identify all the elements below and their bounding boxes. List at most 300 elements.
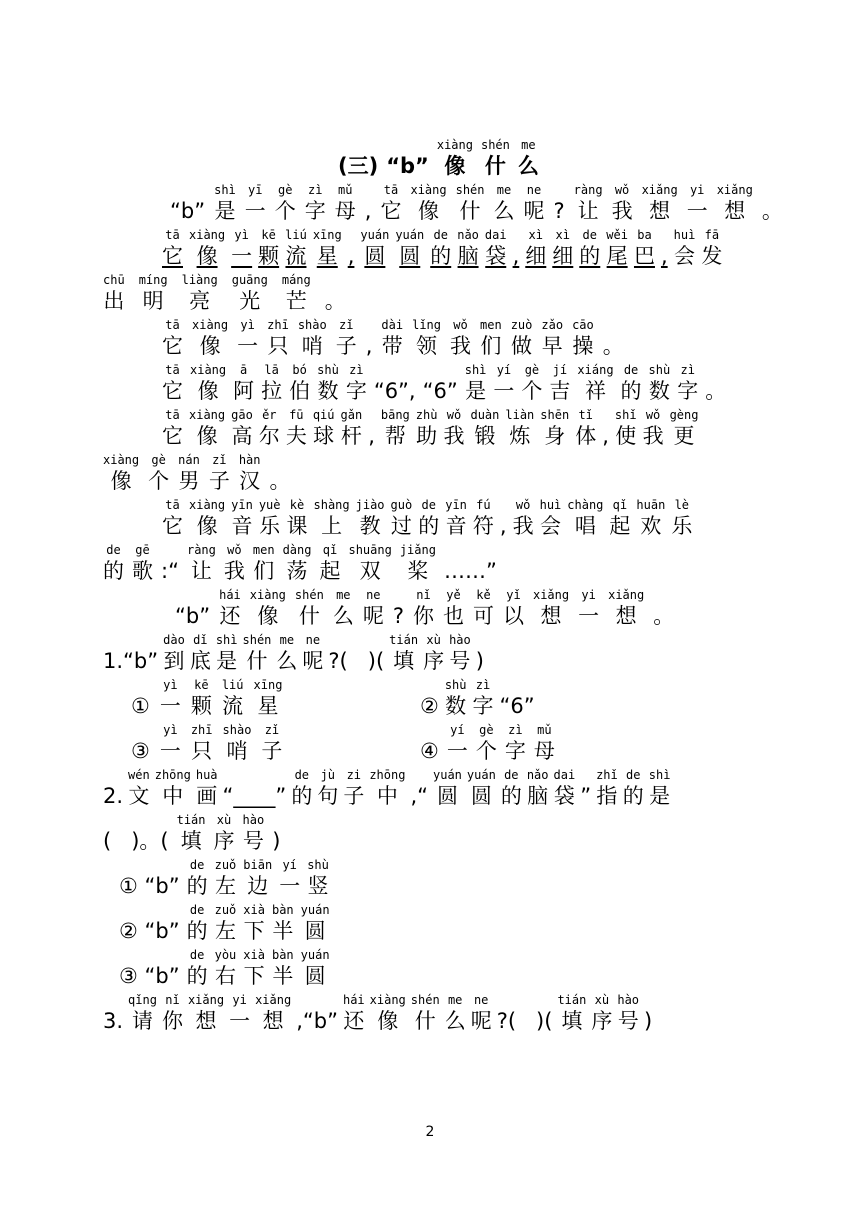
hanzi: ( )。( bbox=[103, 829, 169, 853]
hanzi: 亮 bbox=[189, 289, 211, 313]
hanzi: 荡 bbox=[286, 559, 308, 583]
char-unit bbox=[423, 363, 458, 405]
pinyin: ne bbox=[526, 183, 542, 197]
hanzi: 边 bbox=[247, 874, 269, 898]
hanzi: 是 bbox=[214, 199, 236, 223]
pinyin: fā bbox=[704, 228, 720, 242]
pinyin: zì bbox=[475, 678, 491, 692]
paragraph-2-line-1 bbox=[162, 228, 722, 270]
pinyin: bó bbox=[292, 363, 307, 377]
char-unit bbox=[374, 363, 416, 405]
pinyin: wǒ bbox=[227, 543, 242, 557]
char-unit bbox=[447, 723, 468, 765]
char-unit bbox=[500, 498, 507, 540]
pinyin: guò bbox=[390, 498, 413, 512]
pinyin: shào bbox=[222, 723, 252, 737]
pinyin: wǒ bbox=[645, 408, 661, 422]
pinyin: xiàng bbox=[189, 498, 226, 512]
hanzi: 出 bbox=[103, 289, 125, 313]
paragraph-4 bbox=[162, 363, 726, 405]
pinyin: dàng bbox=[282, 543, 312, 557]
pinyin: xiàng bbox=[189, 408, 226, 422]
char-unit bbox=[540, 498, 562, 540]
pinyin: mǔ bbox=[338, 183, 353, 197]
pinyin: wǒ bbox=[614, 183, 630, 197]
char-unit bbox=[412, 318, 441, 360]
char-unit bbox=[148, 453, 169, 495]
char-unit bbox=[298, 318, 327, 360]
hanzi: ④ bbox=[420, 739, 439, 763]
pinyin: de bbox=[504, 768, 519, 782]
hanzi: 左 bbox=[214, 874, 236, 898]
char-unit bbox=[457, 228, 479, 270]
hanzi: 像 bbox=[444, 154, 466, 178]
pinyin: jiǎng bbox=[399, 543, 436, 557]
hanzi: 想 bbox=[724, 199, 746, 223]
pinyin: de bbox=[582, 228, 597, 242]
pinyin: shù bbox=[444, 678, 467, 692]
pinyin: xià bbox=[243, 948, 265, 962]
pinyin: de bbox=[189, 858, 205, 872]
hanzi: 汉 bbox=[239, 469, 261, 493]
pinyin: xiǎng bbox=[187, 993, 225, 1007]
pinyin: xiàng bbox=[369, 993, 406, 1007]
char-unit bbox=[356, 498, 385, 540]
pinyin: men bbox=[252, 543, 275, 557]
pinyin: tā bbox=[165, 228, 180, 242]
pinyin: dai bbox=[553, 768, 576, 782]
hanzi: 请 bbox=[132, 1009, 153, 1033]
char-unit bbox=[178, 453, 200, 495]
hanzi: “b” bbox=[175, 604, 211, 628]
hanzi: 数 bbox=[445, 694, 467, 718]
pinyin: lè bbox=[674, 498, 690, 512]
char-unit bbox=[296, 993, 338, 1035]
char-unit bbox=[232, 273, 268, 315]
pinyin: yòu bbox=[214, 948, 237, 962]
hanzi: 锻 bbox=[474, 424, 496, 448]
hanzi: 竖 bbox=[307, 874, 329, 898]
hanzi: 更 bbox=[673, 424, 695, 448]
char-unit bbox=[591, 993, 612, 1035]
char-unit bbox=[196, 768, 218, 810]
pinyin: wén bbox=[128, 768, 150, 782]
hanzi: 的 bbox=[186, 874, 208, 898]
pinyin: lǐng bbox=[412, 318, 441, 332]
question-1-option-2 bbox=[420, 678, 535, 720]
hanzi: (三) bbox=[338, 154, 379, 178]
char-unit bbox=[518, 138, 539, 180]
char-unit bbox=[369, 768, 405, 810]
char-unit bbox=[307, 858, 329, 900]
hanzi: 上 bbox=[321, 514, 343, 538]
pinyin: nǐ bbox=[165, 993, 180, 1007]
pinyin: xiǎng bbox=[716, 183, 753, 197]
hanzi: 我 bbox=[450, 334, 471, 358]
paragraph-6-line-1 bbox=[162, 498, 692, 540]
char-unit bbox=[636, 498, 665, 540]
char-unit bbox=[554, 183, 565, 225]
pinyin: xīng bbox=[253, 678, 283, 692]
char-unit bbox=[177, 813, 206, 855]
pinyin: kè bbox=[289, 498, 305, 512]
hanzi: ,“ bbox=[410, 784, 428, 808]
pinyin: yuán bbox=[300, 948, 330, 962]
char-unit bbox=[128, 993, 157, 1035]
pinyin: xiàng bbox=[436, 138, 473, 152]
pinyin: de bbox=[189, 903, 205, 917]
hanzi: 的 bbox=[186, 919, 208, 943]
hanzi: 半 bbox=[272, 919, 294, 943]
hanzi: “6” bbox=[422, 379, 458, 403]
hanzi: 帮 bbox=[384, 424, 406, 448]
char-unit bbox=[677, 363, 698, 405]
hanzi: 像 bbox=[418, 199, 440, 223]
pinyin: xiàng bbox=[190, 363, 227, 377]
char-unit bbox=[162, 228, 183, 270]
pinyin: men bbox=[480, 318, 502, 332]
pinyin: tián bbox=[557, 993, 587, 1007]
pinyin: gāo bbox=[231, 408, 253, 422]
hanzi: 起 bbox=[319, 559, 341, 583]
char-unit bbox=[567, 498, 603, 540]
hanzi: 母 bbox=[533, 739, 555, 763]
char-unit bbox=[258, 228, 279, 270]
char-unit bbox=[313, 408, 335, 450]
char-unit bbox=[443, 408, 464, 450]
pinyin: nán bbox=[178, 453, 200, 467]
char-unit bbox=[243, 858, 272, 900]
char-unit bbox=[485, 228, 507, 270]
hanzi: 阿 bbox=[233, 379, 255, 403]
hanzi: “6”, bbox=[373, 379, 416, 403]
char-unit bbox=[103, 813, 169, 855]
hanzi: 的 bbox=[291, 784, 313, 808]
char-unit bbox=[189, 498, 225, 540]
pinyin: de bbox=[433, 228, 448, 242]
pinyin: xiǎng bbox=[255, 993, 292, 1007]
char-unit bbox=[222, 678, 244, 720]
hanzi: “b” bbox=[386, 154, 429, 178]
pinyin: yīn bbox=[231, 498, 253, 512]
char-unit bbox=[302, 633, 323, 675]
char-unit bbox=[182, 273, 218, 315]
hanzi: 圆 bbox=[364, 244, 386, 268]
char-unit bbox=[162, 318, 183, 360]
pinyin: zuò bbox=[510, 318, 533, 332]
pinyin: shén bbox=[455, 183, 485, 197]
pinyin: wǒ bbox=[446, 408, 462, 422]
char-unit bbox=[301, 903, 330, 945]
pinyin: tā bbox=[165, 363, 180, 377]
hanzi: ,“b” bbox=[296, 1009, 338, 1033]
pinyin: zǎo bbox=[541, 318, 564, 332]
paragraph-3 bbox=[162, 318, 624, 360]
pinyin: shén bbox=[294, 588, 324, 602]
pinyin: xì bbox=[528, 228, 543, 242]
pinyin: me bbox=[521, 138, 536, 152]
char-unit bbox=[253, 543, 275, 585]
paragraph-6-line-2 bbox=[103, 543, 497, 585]
char-unit bbox=[503, 588, 524, 630]
hanzi: 是 bbox=[465, 379, 487, 403]
pinyin: xiàng bbox=[192, 318, 229, 332]
char-unit bbox=[762, 183, 783, 225]
char-unit bbox=[501, 768, 522, 810]
char-unit bbox=[623, 768, 644, 810]
hanzi: 你 bbox=[161, 1009, 183, 1033]
hanzi: 领 bbox=[416, 334, 438, 358]
hanzi: 可 bbox=[472, 604, 494, 628]
pinyin: de bbox=[623, 363, 639, 377]
hanzi: 让 bbox=[577, 199, 599, 223]
pinyin: zì bbox=[349, 363, 364, 377]
hanzi: 左 bbox=[214, 919, 236, 943]
char-unit bbox=[505, 408, 534, 450]
char-unit bbox=[493, 363, 514, 405]
pinyin: fú bbox=[476, 498, 491, 512]
char-unit bbox=[301, 948, 330, 990]
char-unit bbox=[191, 723, 213, 765]
pinyin: yí bbox=[282, 858, 297, 872]
char-unit bbox=[103, 993, 123, 1035]
hanzi: 的 bbox=[622, 784, 644, 808]
hanzi: 光 bbox=[239, 289, 261, 313]
hanzi: 像 bbox=[377, 1009, 399, 1033]
char-unit bbox=[348, 228, 355, 270]
hanzi: 流 bbox=[285, 244, 307, 268]
hanzi: 子 bbox=[261, 739, 283, 763]
char-unit bbox=[615, 408, 637, 450]
hanzi: 是 bbox=[216, 649, 238, 673]
hanzi: 子 bbox=[343, 784, 365, 808]
pinyin: ěr bbox=[262, 408, 277, 422]
hanzi: 我 bbox=[223, 559, 245, 583]
char-unit bbox=[229, 993, 250, 1035]
char-unit bbox=[231, 498, 253, 540]
pinyin: mǔ bbox=[537, 723, 552, 737]
char-unit bbox=[103, 633, 158, 675]
char-unit bbox=[552, 228, 573, 270]
hanzi: 拉 bbox=[261, 379, 283, 403]
hanzi: 个 bbox=[521, 379, 543, 403]
pinyin: zhǐ bbox=[596, 768, 618, 782]
hanzi: ③ bbox=[131, 739, 150, 763]
hanzi: 号 bbox=[617, 1009, 639, 1033]
char-unit bbox=[245, 183, 266, 225]
hanzi: 圆 bbox=[436, 784, 458, 808]
pinyin: jí bbox=[552, 363, 568, 377]
char-unit bbox=[549, 363, 570, 405]
title-line bbox=[338, 138, 539, 180]
hanzi: , bbox=[365, 334, 373, 358]
pinyin: gē bbox=[135, 543, 150, 557]
hanzi: 星 bbox=[316, 244, 338, 268]
pinyin: hào bbox=[449, 633, 471, 647]
char-unit bbox=[155, 768, 191, 810]
pinyin: zì bbox=[508, 723, 523, 737]
pinyin: qǐ bbox=[612, 498, 628, 512]
char-unit bbox=[360, 228, 389, 270]
char-unit bbox=[119, 903, 180, 945]
char-unit bbox=[162, 993, 183, 1035]
hanzi: 芒 bbox=[285, 289, 307, 313]
hanzi: 脑 bbox=[527, 784, 549, 808]
pinyin: zhōng bbox=[369, 768, 406, 782]
hanzi: 的 bbox=[579, 244, 601, 268]
hanzi: 一 bbox=[279, 874, 301, 898]
hanzi: 1.“b” bbox=[103, 649, 159, 673]
char-unit bbox=[325, 273, 346, 315]
hanzi: “b” bbox=[170, 199, 206, 223]
pinyin: hái bbox=[219, 588, 241, 602]
hanzi: 下 bbox=[243, 964, 265, 988]
char-unit bbox=[525, 228, 546, 270]
hanzi: 我 bbox=[443, 424, 465, 448]
char-unit bbox=[540, 408, 569, 450]
hanzi: 一 bbox=[237, 334, 259, 358]
char-unit bbox=[420, 678, 439, 720]
pinyin: yuán bbox=[395, 228, 425, 242]
char-unit bbox=[617, 993, 639, 1035]
hanzi: 么 bbox=[332, 604, 354, 628]
hanzi: 桨 bbox=[407, 559, 429, 583]
hanzi: ① “b” bbox=[119, 874, 180, 898]
pinyin: yi bbox=[689, 183, 705, 197]
char-unit bbox=[410, 768, 428, 810]
hanzi: , bbox=[602, 424, 609, 448]
hanzi: 一 bbox=[244, 199, 266, 223]
char-unit bbox=[443, 588, 464, 630]
hanzi: 字 bbox=[472, 694, 494, 718]
hanzi: 音 bbox=[231, 514, 253, 538]
hanzi: 只 bbox=[267, 334, 289, 358]
pinyin: gǎn bbox=[340, 408, 363, 422]
char-unit bbox=[187, 903, 208, 945]
pinyin: yǐ bbox=[506, 588, 521, 602]
char-unit bbox=[580, 768, 591, 810]
hanzi: 一 bbox=[493, 379, 515, 403]
pinyin: zǐ bbox=[338, 318, 354, 332]
hanzi: 一 bbox=[159, 694, 181, 718]
char-unit bbox=[314, 498, 350, 540]
char-unit bbox=[270, 453, 291, 495]
hanzi: 们 bbox=[253, 559, 275, 583]
hanzi: 的 bbox=[186, 964, 208, 988]
hanzi: 发 bbox=[701, 244, 723, 268]
char-unit bbox=[473, 498, 494, 540]
char-unit bbox=[670, 408, 699, 450]
hanzi: 字 bbox=[304, 199, 326, 223]
pinyin: zǐ bbox=[212, 453, 227, 467]
char-unit bbox=[317, 768, 338, 810]
pinyin: qiú bbox=[312, 408, 335, 422]
char-unit bbox=[343, 993, 365, 1035]
hanzi: 起 bbox=[609, 514, 631, 538]
char-unit bbox=[162, 498, 183, 540]
pinyin: chū bbox=[103, 273, 125, 287]
hanzi: 的 bbox=[500, 784, 522, 808]
char-unit bbox=[259, 498, 281, 540]
hanzi: 炼 bbox=[509, 424, 531, 448]
char-unit bbox=[534, 723, 555, 765]
char-unit bbox=[313, 228, 342, 270]
pinyin: yi bbox=[581, 588, 596, 602]
char-unit bbox=[687, 183, 708, 225]
hanzi: 么 bbox=[444, 1009, 466, 1033]
hanzi: 只 bbox=[191, 739, 213, 763]
pinyin: xiàng bbox=[410, 183, 447, 197]
char-unit bbox=[416, 408, 438, 450]
char-unit bbox=[285, 228, 307, 270]
hanzi: 它 bbox=[162, 514, 183, 538]
pinyin: xiǎng bbox=[608, 588, 645, 602]
pinyin: bāng bbox=[380, 408, 410, 422]
hanzi: 是 bbox=[649, 784, 671, 808]
char-unit bbox=[634, 228, 655, 270]
hanzi: 欢 bbox=[640, 514, 662, 538]
question-2-option-2 bbox=[119, 903, 330, 945]
char-unit bbox=[233, 363, 254, 405]
pinyin: gè bbox=[479, 723, 494, 737]
char-unit bbox=[433, 768, 462, 810]
hanzi: 它 bbox=[162, 244, 183, 268]
char-unit bbox=[445, 993, 466, 1035]
pinyin: ā bbox=[240, 363, 248, 377]
char-unit bbox=[259, 408, 280, 450]
hanzi: 袋 bbox=[553, 784, 575, 808]
hanzi: 序 bbox=[423, 649, 445, 673]
char-unit bbox=[450, 318, 471, 360]
hanzi: 什 bbox=[246, 649, 268, 673]
char-unit bbox=[187, 543, 216, 585]
hanzi: 像 bbox=[196, 514, 218, 538]
char-unit bbox=[557, 993, 586, 1035]
pinyin: me bbox=[336, 588, 351, 602]
page-number: 2 bbox=[425, 1124, 435, 1140]
pinyin: xiǎng bbox=[641, 183, 678, 197]
pinyin: hào bbox=[617, 993, 640, 1007]
char-unit bbox=[456, 183, 485, 225]
hanzi: 的 bbox=[103, 559, 124, 583]
pinyin: nǐ bbox=[416, 588, 431, 602]
pinyin: dài bbox=[381, 318, 404, 332]
hanzi: 3. bbox=[103, 1009, 124, 1033]
hanzi: ) bbox=[272, 829, 281, 853]
hanzi: 呢 bbox=[523, 199, 545, 223]
hanzi: 。 bbox=[653, 604, 675, 628]
hanzi: 圆 bbox=[304, 964, 326, 988]
pinyin: hái bbox=[342, 993, 365, 1007]
pinyin: yí bbox=[496, 363, 512, 377]
hanzi: 高 bbox=[231, 424, 253, 448]
pinyin: máng bbox=[281, 273, 311, 287]
pinyin: tián bbox=[389, 633, 419, 647]
char-unit bbox=[272, 948, 294, 990]
char-unit bbox=[497, 993, 553, 1035]
char-unit bbox=[348, 543, 391, 585]
char-unit bbox=[705, 363, 726, 405]
hanzi: , bbox=[660, 244, 668, 268]
paragraph-2-line-2 bbox=[103, 273, 346, 315]
pinyin: shù bbox=[648, 363, 671, 377]
hanzi: 什 bbox=[298, 604, 320, 628]
hanzi: 字 bbox=[345, 379, 367, 403]
hanzi: 像 bbox=[196, 244, 218, 268]
char-unit bbox=[386, 138, 429, 180]
hanzi: 让 bbox=[190, 559, 212, 583]
char-unit bbox=[243, 633, 272, 675]
